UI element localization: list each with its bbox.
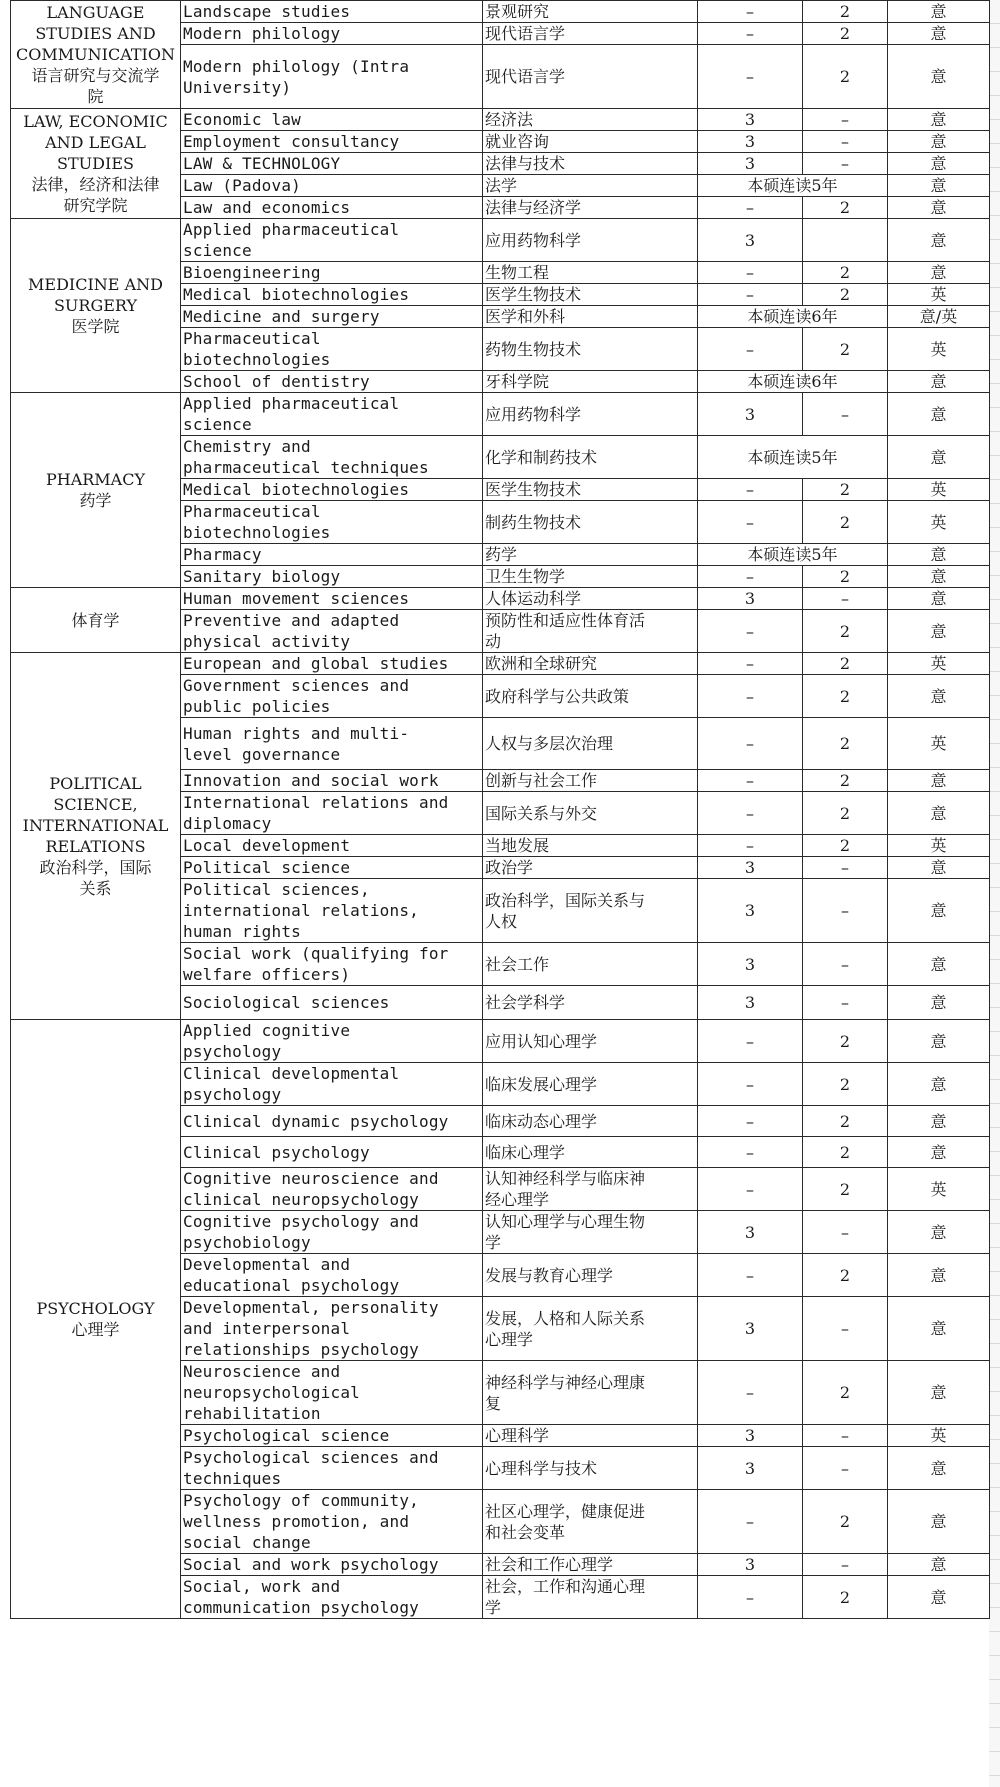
program-english-cell: Chemistry and pharmaceutical techniques xyxy=(181,436,483,479)
program-english-cell: Psychology of community, wellness promotion, and social change xyxy=(181,1490,483,1554)
program-chinese-cell: 现代语言学 xyxy=(483,23,698,45)
master-years-cell: – xyxy=(803,1297,888,1361)
program-chinese-cell: 发展与教育心理学 xyxy=(483,1254,698,1297)
combined-degree-cell: 本硕连读6年 xyxy=(698,306,888,328)
bachelor-years-cell: – xyxy=(698,1361,803,1425)
teaching-language-cell: 英 xyxy=(888,1168,990,1211)
master-years-cell: 2 xyxy=(803,284,888,306)
department-cell: PHARMACY 药学 xyxy=(11,393,181,588)
bachelor-years-cell: – xyxy=(698,328,803,371)
department-cell: POLITICAL SCIENCE, INTERNATIONAL RELATIONS 政治科学，国际 关系 xyxy=(11,653,181,1020)
bachelor-years-cell: – xyxy=(698,479,803,501)
program-chinese-cell: 法律与经济学 xyxy=(483,197,698,219)
program-chinese-cell: 发展，人格和人际关系 心理学 xyxy=(483,1297,698,1361)
teaching-language-cell: 意 xyxy=(888,1063,990,1106)
teaching-language-cell: 英 xyxy=(888,284,990,306)
table-row xyxy=(11,109,990,131)
bachelor-years-cell: 3 xyxy=(698,131,803,153)
master-years-cell: 2 xyxy=(803,835,888,857)
bachelor-years-cell: – xyxy=(698,1063,803,1106)
bachelor-years-cell: – xyxy=(698,45,803,109)
master-years-cell: 2 xyxy=(803,1490,888,1554)
program-chinese-cell: 国际关系与外交 xyxy=(483,792,698,835)
program-chinese-cell: 政治学 xyxy=(483,857,698,879)
teaching-language-cell: 意 xyxy=(888,1554,990,1576)
program-chinese-cell: 经济法 xyxy=(483,109,698,131)
master-years-cell: 2 xyxy=(803,1137,888,1168)
master-years-cell: 2 xyxy=(803,610,888,653)
master-years-cell: 2 xyxy=(803,501,888,544)
master-years-cell: – xyxy=(803,1425,888,1447)
master-years-cell xyxy=(803,219,888,262)
master-years-cell: 2 xyxy=(803,1361,888,1425)
program-chinese-cell: 卫生生物学 xyxy=(483,566,698,588)
master-years-cell: 2 xyxy=(803,1063,888,1106)
teaching-language-cell: 英 xyxy=(888,479,990,501)
program-english-cell: Pharmaceutical biotechnologies xyxy=(181,328,483,371)
teaching-language-cell: 英 xyxy=(888,718,990,770)
master-years-cell: 2 xyxy=(803,262,888,284)
teaching-language-cell: 意 xyxy=(888,857,990,879)
bachelor-years-cell: 3 xyxy=(698,1211,803,1254)
master-years-cell: – xyxy=(803,879,888,943)
program-english-cell: Law (Padova) xyxy=(181,175,483,197)
bachelor-years-cell: – xyxy=(698,1576,803,1619)
program-english-cell: Modern philology (Intra University) xyxy=(181,45,483,109)
program-english-cell: Employment consultancy xyxy=(181,131,483,153)
program-english-cell: School of dentistry xyxy=(181,371,483,393)
master-years-cell: 2 xyxy=(803,792,888,835)
program-chinese-cell: 法学 xyxy=(483,175,698,197)
program-english-cell: Sanitary biology xyxy=(181,566,483,588)
bachelor-years-cell: – xyxy=(698,284,803,306)
bachelor-years-cell: – xyxy=(698,1254,803,1297)
program-chinese-cell: 政府科学与公共政策 xyxy=(483,675,698,718)
program-chinese-cell: 化学和制药技术 xyxy=(483,436,698,479)
program-english-cell: LAW & TECHNOLOGY xyxy=(181,153,483,175)
combined-degree-cell: 本硕连读5年 xyxy=(698,175,888,197)
teaching-language-cell: 意 xyxy=(888,610,990,653)
master-years-cell: – xyxy=(803,1447,888,1490)
bachelor-years-cell: – xyxy=(698,792,803,835)
program-english-cell: Political science xyxy=(181,857,483,879)
teaching-language-cell: 意 xyxy=(888,45,990,109)
teaching-language-cell: 英 xyxy=(888,328,990,371)
program-english-cell: Clinical psychology xyxy=(181,1137,483,1168)
master-years-cell: 2 xyxy=(803,1020,888,1063)
bachelor-years-cell: 3 xyxy=(698,1447,803,1490)
table-row xyxy=(11,588,990,610)
teaching-language-cell: 意 xyxy=(888,588,990,610)
teaching-language-cell: 意 xyxy=(888,770,990,792)
table-body xyxy=(11,1,990,1619)
table-row xyxy=(11,1020,990,1063)
master-years-cell: 2 xyxy=(803,718,888,770)
table-row xyxy=(11,219,990,262)
teaching-language-cell: 意 xyxy=(888,197,990,219)
program-english-cell: Applied pharmaceutical science xyxy=(181,219,483,262)
program-chinese-cell: 就业咨询 xyxy=(483,131,698,153)
master-years-cell: 2 xyxy=(803,770,888,792)
teaching-language-cell: 意 xyxy=(888,566,990,588)
teaching-language-cell: 意 xyxy=(888,1447,990,1490)
program-chinese-cell: 医学生物技术 xyxy=(483,479,698,501)
program-chinese-cell: 医学和外科 xyxy=(483,306,698,328)
bachelor-years-cell: – xyxy=(698,566,803,588)
teaching-language-cell: 意 xyxy=(888,1297,990,1361)
bachelor-years-cell: 3 xyxy=(698,1297,803,1361)
program-english-cell: Medicine and surgery xyxy=(181,306,483,328)
spreadsheet-gridlines xyxy=(989,0,1000,1787)
program-english-cell: Cognitive neuroscience and clinical neuropsychology xyxy=(181,1168,483,1211)
teaching-language-cell: 意 xyxy=(888,879,990,943)
program-chinese-cell: 神经科学与神经心理康 复 xyxy=(483,1361,698,1425)
program-english-cell: Government sciences and public policies xyxy=(181,675,483,718)
combined-degree-cell: 本硕连读6年 xyxy=(698,371,888,393)
program-chinese-cell: 生物工程 xyxy=(483,262,698,284)
program-chinese-cell: 预防性和适应性体育活 动 xyxy=(483,610,698,653)
master-years-cell: 2 xyxy=(803,1576,888,1619)
program-chinese-cell: 临床心理学 xyxy=(483,1137,698,1168)
bachelor-years-cell: – xyxy=(698,835,803,857)
teaching-language-cell: 意 xyxy=(888,792,990,835)
program-english-cell: Medical biotechnologies xyxy=(181,479,483,501)
program-chinese-cell: 人体运动科学 xyxy=(483,588,698,610)
program-english-cell: Medical biotechnologies xyxy=(181,284,483,306)
teaching-language-cell: 意 xyxy=(888,153,990,175)
teaching-language-cell: 意 xyxy=(888,1211,990,1254)
department-cell: LAW, ECONOMIC AND LEGAL STUDIES 法律，经济和法律 研究学院 xyxy=(11,109,181,219)
program-chinese-cell: 社会和工作心理学 xyxy=(483,1554,698,1576)
teaching-language-cell: 意 xyxy=(888,262,990,284)
bachelor-years-cell: – xyxy=(698,770,803,792)
master-years-cell: – xyxy=(803,943,888,986)
program-chinese-cell: 心理科学 xyxy=(483,1425,698,1447)
master-years-cell: 2 xyxy=(803,653,888,675)
teaching-language-cell: 意 xyxy=(888,131,990,153)
program-english-cell: Psychological sciences and techniques xyxy=(181,1447,483,1490)
bachelor-years-cell: 3 xyxy=(698,393,803,436)
bachelor-years-cell: – xyxy=(698,197,803,219)
program-english-cell: Modern philology xyxy=(181,23,483,45)
program-chinese-cell: 制药生物技术 xyxy=(483,501,698,544)
master-years-cell: – xyxy=(803,986,888,1020)
master-years-cell: 2 xyxy=(803,566,888,588)
program-english-cell: Local development xyxy=(181,835,483,857)
program-chinese-cell: 药学 xyxy=(483,544,698,566)
program-english-cell: Law and economics xyxy=(181,197,483,219)
master-years-cell: – xyxy=(803,153,888,175)
program-english-cell: Psychological science xyxy=(181,1425,483,1447)
program-chinese-cell: 政治科学，国际关系与 人权 xyxy=(483,879,698,943)
program-chinese-cell: 当地发展 xyxy=(483,835,698,857)
master-years-cell: 2 xyxy=(803,1,888,23)
master-years-cell: 2 xyxy=(803,479,888,501)
programs-table xyxy=(10,0,990,1619)
teaching-language-cell: 意 xyxy=(888,1106,990,1137)
program-english-cell: International relations and diplomacy xyxy=(181,792,483,835)
program-english-cell: Cognitive psychology and psychobiology xyxy=(181,1211,483,1254)
master-years-cell: – xyxy=(803,857,888,879)
program-chinese-cell: 药物生物技术 xyxy=(483,328,698,371)
program-english-cell: Developmental and educational psychology xyxy=(181,1254,483,1297)
teaching-language-cell: 意 xyxy=(888,371,990,393)
program-chinese-cell: 应用认知心理学 xyxy=(483,1020,698,1063)
combined-degree-cell: 本硕连读5年 xyxy=(698,544,888,566)
department-cell: 体育学 xyxy=(11,588,181,653)
master-years-cell: – xyxy=(803,393,888,436)
department-cell: MEDICINE AND SURGERY 医学院 xyxy=(11,219,181,393)
bachelor-years-cell: 3 xyxy=(698,943,803,986)
program-chinese-cell: 创新与社会工作 xyxy=(483,770,698,792)
table-row xyxy=(11,653,990,675)
bachelor-years-cell: 3 xyxy=(698,986,803,1020)
bachelor-years-cell: – xyxy=(698,1490,803,1554)
program-chinese-cell: 欧洲和全球研究 xyxy=(483,653,698,675)
program-chinese-cell: 医学生物技术 xyxy=(483,284,698,306)
master-years-cell: 2 xyxy=(803,1254,888,1297)
program-english-cell: Social and work psychology xyxy=(181,1554,483,1576)
program-chinese-cell: 应用药物科学 xyxy=(483,219,698,262)
program-english-cell: Human rights and multi- level governance xyxy=(181,718,483,770)
program-chinese-cell: 牙科学院 xyxy=(483,371,698,393)
bachelor-years-cell: – xyxy=(698,1,803,23)
bachelor-years-cell: 3 xyxy=(698,109,803,131)
program-chinese-cell: 社会学科学 xyxy=(483,986,698,1020)
teaching-language-cell: 意 xyxy=(888,109,990,131)
teaching-language-cell: 意 xyxy=(888,1137,990,1168)
teaching-language-cell: 英 xyxy=(888,1425,990,1447)
program-chinese-cell: 人权与多层次治理 xyxy=(483,718,698,770)
combined-degree-cell: 本硕连读5年 xyxy=(698,436,888,479)
teaching-language-cell: 意 xyxy=(888,1576,990,1619)
bachelor-years-cell: 3 xyxy=(698,879,803,943)
table-row xyxy=(11,393,990,436)
bachelor-years-cell: 3 xyxy=(698,857,803,879)
bachelor-years-cell: 3 xyxy=(698,153,803,175)
program-english-cell: Political sciences, international relations, human rights xyxy=(181,879,483,943)
teaching-language-cell: 意 xyxy=(888,219,990,262)
program-english-cell: European and global studies xyxy=(181,653,483,675)
master-years-cell: 2 xyxy=(803,675,888,718)
program-chinese-cell: 心理科学与技术 xyxy=(483,1447,698,1490)
teaching-language-cell: 意 xyxy=(888,544,990,566)
bachelor-years-cell: – xyxy=(698,1168,803,1211)
master-years-cell: 2 xyxy=(803,23,888,45)
master-years-cell: 2 xyxy=(803,1168,888,1211)
program-chinese-cell: 认知神经科学与临床神 经心理学 xyxy=(483,1168,698,1211)
program-chinese-cell: 社会，工作和沟通心理 学 xyxy=(483,1576,698,1619)
program-chinese-cell: 临床发展心理学 xyxy=(483,1063,698,1106)
master-years-cell: – xyxy=(803,131,888,153)
program-english-cell: Applied cognitive psychology xyxy=(181,1020,483,1063)
master-years-cell: 2 xyxy=(803,197,888,219)
master-years-cell: – xyxy=(803,1211,888,1254)
program-english-cell: Sociological sciences xyxy=(181,986,483,1020)
program-english-cell: Social work (qualifying for welfare officers) xyxy=(181,943,483,986)
program-english-cell: Pharmaceutical biotechnologies xyxy=(181,501,483,544)
bachelor-years-cell: – xyxy=(698,675,803,718)
program-english-cell: Clinical developmental psychology xyxy=(181,1063,483,1106)
program-english-cell: Human movement sciences xyxy=(181,588,483,610)
program-english-cell: Applied pharmaceutical science xyxy=(181,393,483,436)
program-english-cell: Landscape studies xyxy=(181,1,483,23)
program-chinese-cell: 社区心理学，健康促进 和社会变革 xyxy=(483,1490,698,1554)
bachelor-years-cell: – xyxy=(698,653,803,675)
program-english-cell: Bioengineering xyxy=(181,262,483,284)
program-chinese-cell: 法律与技术 xyxy=(483,153,698,175)
teaching-language-cell: 意 xyxy=(888,1490,990,1554)
master-years-cell: – xyxy=(803,109,888,131)
program-english-cell: Social, work and communication psychology xyxy=(181,1576,483,1619)
master-years-cell: 2 xyxy=(803,1106,888,1137)
program-chinese-cell: 应用药物科学 xyxy=(483,393,698,436)
teaching-language-cell: 意 xyxy=(888,943,990,986)
table-row xyxy=(11,1,990,23)
teaching-language-cell: 意 xyxy=(888,1020,990,1063)
bachelor-years-cell: 3 xyxy=(698,588,803,610)
teaching-language-cell: 意 xyxy=(888,436,990,479)
master-years-cell: 2 xyxy=(803,328,888,371)
teaching-language-cell: 英 xyxy=(888,653,990,675)
bachelor-years-cell: – xyxy=(698,1020,803,1063)
teaching-language-cell: 意 xyxy=(888,675,990,718)
program-chinese-cell: 临床动态心理学 xyxy=(483,1106,698,1137)
bachelor-years-cell: – xyxy=(698,718,803,770)
master-years-cell: 2 xyxy=(803,45,888,109)
program-chinese-cell: 现代语言学 xyxy=(483,45,698,109)
bachelor-years-cell: – xyxy=(698,1106,803,1137)
program-chinese-cell: 认知心理学与心理生物 学 xyxy=(483,1211,698,1254)
program-chinese-cell: 社会工作 xyxy=(483,943,698,986)
bachelor-years-cell: – xyxy=(698,262,803,284)
program-english-cell: Economic law xyxy=(181,109,483,131)
teaching-language-cell: 意 xyxy=(888,1361,990,1425)
teaching-language-cell: 意 xyxy=(888,175,990,197)
program-english-cell: Neuroscience and neuropsychological rehabilitation xyxy=(181,1361,483,1425)
teaching-language-cell: 意 xyxy=(888,23,990,45)
program-english-cell: Innovation and social work xyxy=(181,770,483,792)
program-chinese-cell: 景观研究 xyxy=(483,1,698,23)
master-years-cell: – xyxy=(803,588,888,610)
teaching-language-cell: 意 xyxy=(888,1,990,23)
teaching-language-cell: 英 xyxy=(888,835,990,857)
department-cell: PSYCHOLOGY 心理学 xyxy=(11,1020,181,1619)
bachelor-years-cell: – xyxy=(698,501,803,544)
program-english-cell: Developmental, personality and interpersonal relationships psychology xyxy=(181,1297,483,1361)
teaching-language-cell: 意 xyxy=(888,986,990,1020)
department-cell: LANGUAGE STUDIES AND COMMUNICATION 语言研究与交流学 院 xyxy=(11,1,181,109)
bachelor-years-cell: 3 xyxy=(698,219,803,262)
bachelor-years-cell: – xyxy=(698,23,803,45)
teaching-language-cell: 意 xyxy=(888,1254,990,1297)
bachelor-years-cell: – xyxy=(698,610,803,653)
teaching-language-cell: 意 xyxy=(888,393,990,436)
teaching-language-cell: 英 xyxy=(888,501,990,544)
master-years-cell: – xyxy=(803,1554,888,1576)
program-english-cell: Clinical dynamic psychology xyxy=(181,1106,483,1137)
program-english-cell: Pharmacy xyxy=(181,544,483,566)
bachelor-years-cell: – xyxy=(698,1137,803,1168)
bachelor-years-cell: 3 xyxy=(698,1554,803,1576)
bachelor-years-cell: 3 xyxy=(698,1425,803,1447)
program-english-cell: Preventive and adapted physical activity xyxy=(181,610,483,653)
teaching-language-cell: 意/英 xyxy=(888,306,990,328)
